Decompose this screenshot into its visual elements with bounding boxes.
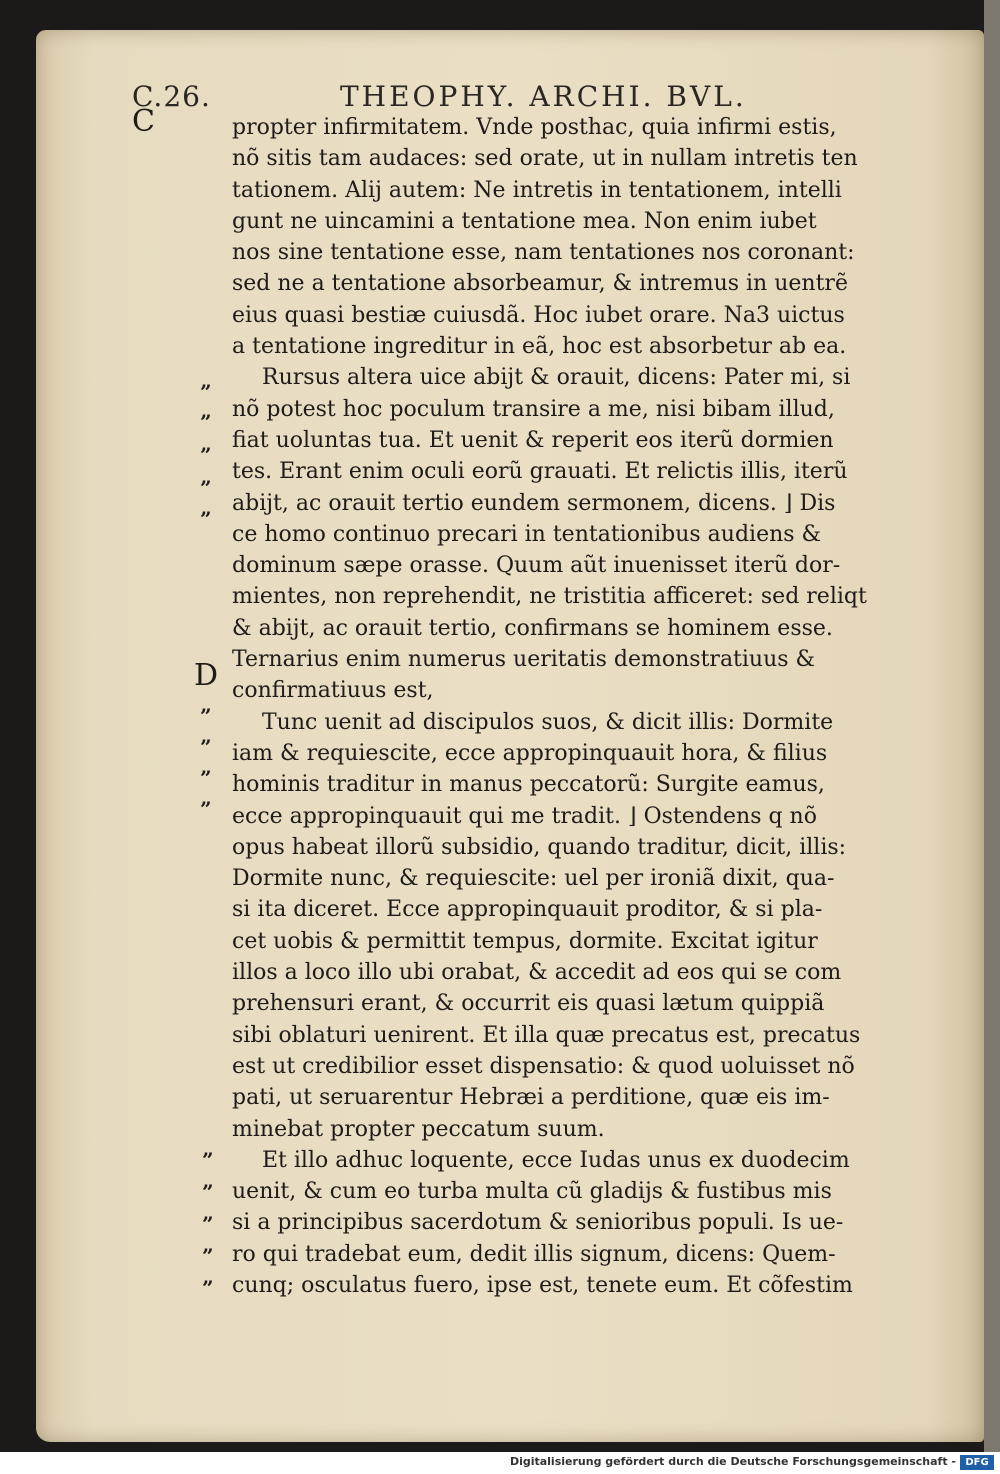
text-line: ce homo continuo precari in tentationibus audiens & [232, 521, 822, 547]
margin-letter-c: C [132, 104, 155, 139]
page-edge [984, 0, 1000, 1474]
footer-credit: Digitalisierung gefördert durch die Deutsche Forschungsgemeinschaft - [509, 1455, 956, 1468]
text-line: nõ sitis tam audaces: sed orate, ut in nullam intretis ten [232, 146, 858, 172]
text-line: tes. Erant enim oculi eorũ grauati. Et relictis illis, iterũ [232, 459, 848, 485]
text-line: iam & requiescite, ecce appropinquauit hora, & filius [232, 740, 828, 766]
margin-letter-d: D [194, 658, 219, 693]
text-line: opus habeat illorũ subsidio, quando traditur, dicit, illis: [232, 834, 847, 860]
text-line: ecce appropinquauit qui me tradit. ⌋ Ostendens q nõ [232, 803, 817, 829]
text-line: Et illo adhuc loquente, ecce Iudas unus ex duodecim [262, 1147, 850, 1173]
text-line: mientes, non reprehendit, ne tristitia afficeret: sed reliqt [232, 584, 867, 610]
margin-quote-mark: ” [200, 797, 212, 821]
margin-quote-mark: ” [202, 1180, 214, 1204]
folio-signature: C.26. [132, 80, 211, 113]
text-line: dominum sæpe orasse. Quum aũt inuenisset iterũ dor- [232, 553, 841, 579]
text-line: fiat uoluntas tua. Et uenit & reperit eos iterũ dormien [232, 427, 834, 453]
text-line: sed ne a tentatione absorbeamur, & intremus in uentrẽ [232, 271, 848, 297]
margin-quote-mark: ” [202, 1212, 214, 1236]
digitization-footer [0, 1452, 1000, 1474]
text-line: est ut credibilior esset dispensatio: & quod uoluisset nõ [232, 1053, 855, 1079]
text-line: nos sine tentatione esse, nam tentationes nos coronant: [232, 240, 855, 266]
text-line: Rursus altera uice abijt & orauit, dicens: Pater mi, si [262, 365, 851, 391]
text-line: pati, ut seruarentur Hebræi a perditione, quæ eis im- [232, 1085, 830, 1111]
text-line: Tunc uenit ad discipulos suos, & dicit illis: Dormite [262, 709, 834, 735]
margin-quote-mark: ” [202, 1148, 214, 1172]
text-line: minebat propter peccatum suum. [232, 1116, 605, 1142]
text-line: confirmatiuus est, [232, 678, 434, 704]
margin-quote-mark: ” [200, 410, 212, 434]
text-line: nõ potest hoc poculum transire a me, nisi bibam illud, [232, 396, 835, 422]
running-title: THEOPHY. ARCHI. BVL. [340, 80, 747, 113]
text-line: prehensuri erant, & occurrit eis quasi lætum quippiã [232, 991, 825, 1017]
text-line: Ternarius enim numerus ueritatis demonstratiuus & [232, 647, 816, 673]
text-line: gunt ne uincamini a tentatione mea. Non enim iubet [232, 208, 817, 234]
text-line: si a principibus sacerdotum & senioribus populi. Is ue- [232, 1210, 844, 1236]
body-text [232, 112, 932, 1301]
text-line: propter infirmitatem. Vnde posthac, quia infirmi estis, [232, 115, 837, 140]
margin-quote-mark: ” [200, 443, 212, 467]
text-line: sibi oblaturi uenirent. Et illa quæ precatus est, precatus [232, 1022, 861, 1048]
text-line: uenit, & cum eo turba multa cũ gladijs & fustibus mis [232, 1179, 832, 1205]
text-line: abijt, ac orauit tertio eundem sermonem, dicens. ⌋ Dis [232, 490, 836, 516]
text-line: ro qui tradebat eum, dedit illis signum, dicens: Quem- [232, 1241, 836, 1267]
text-line: Dormite nunc, & requiescite: uel per ironiã dixit, qua- [232, 866, 835, 892]
text-line: illos a loco illo ubi orabat, & accedit ad eos qui se com [232, 960, 842, 986]
text-line: tationem. Alij autem: Ne intretis in tentationem, intelli [232, 177, 842, 203]
text-line: cet uobis & permittit tempus, dormite. Excitat igitur [232, 928, 818, 954]
margin-quote-mark: ” [200, 704, 212, 728]
text-line: si ita diceret. Ecce appropinquauit proditor, & si pla- [232, 897, 823, 923]
margin-quote-mark: ” [202, 1276, 214, 1300]
margin-quote-mark: ” [200, 507, 212, 531]
text-line: a tentatione ingreditur in eã, hoc est absorbetur ab ea. [232, 334, 847, 360]
margin-quote-mark: ” [200, 476, 212, 500]
margin-quote-mark: ” [202, 1244, 214, 1268]
margin-quote-mark: ” [200, 766, 212, 790]
text-line: eius quasi bestiæ cuiusdã. Hoc iubet orare. Na3 uictus [232, 302, 845, 328]
text-line: cunq; osculatus fuero, ipse est, tenete eum. Et cõfestim [232, 1272, 853, 1298]
margin-quote-mark: ” [200, 735, 212, 759]
margin-quote-mark: ” [200, 380, 212, 404]
text-line: hominis traditur in manus peccatorũ: Surgite eamus, [232, 772, 825, 798]
dfg-logo: DFG [960, 1455, 994, 1470]
text-line: & abijt, ac orauit tertio, confirmans se hominem esse. [232, 615, 833, 641]
